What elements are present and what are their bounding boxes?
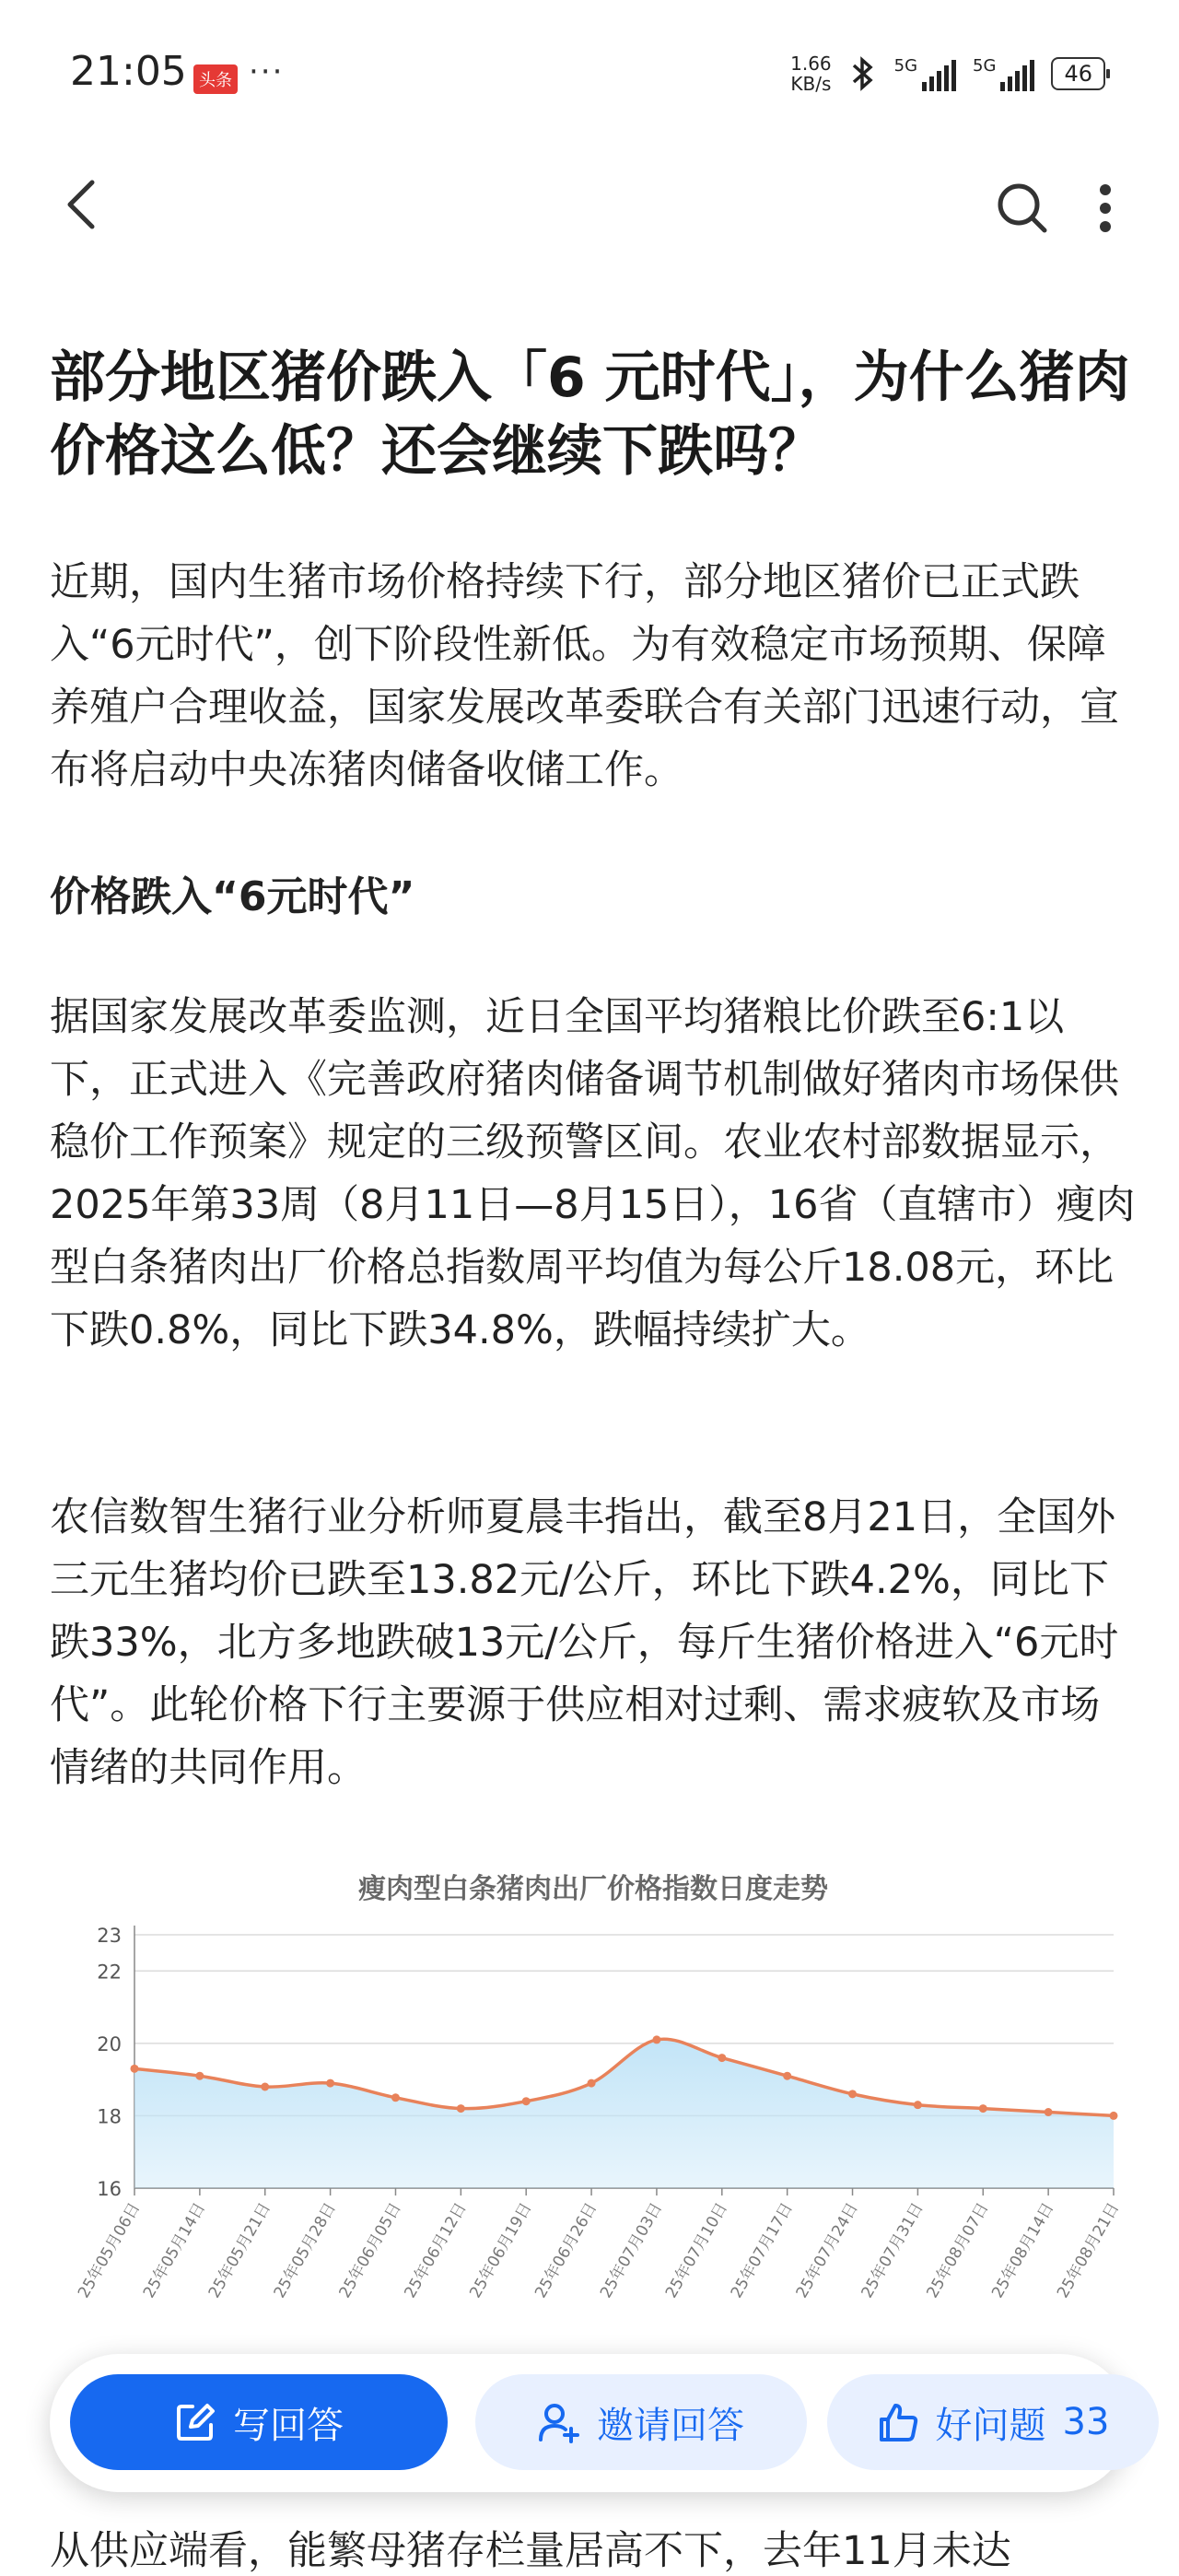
chart-title: 瘦肉型白条猪肉出厂价格指数日度走势 xyxy=(358,1873,828,1905)
x-tick-label: 25年06月26日 xyxy=(531,2199,601,2301)
y-tick-label: 20 xyxy=(97,2032,122,2055)
invite-answer-label: 邀请回答 xyxy=(597,2404,744,2447)
price-index-chart xyxy=(50,1847,1137,2326)
data-point xyxy=(1110,2112,1118,2120)
x-tick-label: 25年08月07日 xyxy=(923,2199,993,2301)
signal-1-icon xyxy=(894,56,956,91)
status-right xyxy=(790,53,1105,94)
article-paragraph-1: 近期，国内生猪市场价格持续下行，部分地区猪价已正式跌入“6元时代”，创下阶段性新低。为有效稳定市场预期、保障养殖户合理收益，国家发展改革委联合有关部门迅速行动，宣布将启动中央冻猪肉储备收储工作。 xyxy=(50,559,1119,793)
x-tick-label: 25年05月28日 xyxy=(270,2199,340,2301)
action-bar xyxy=(50,2354,1129,2492)
invite-answer-button[interactable] xyxy=(475,2374,807,2470)
data-point xyxy=(718,2054,726,2062)
series-area xyxy=(134,2039,1114,2188)
data-point xyxy=(261,2083,269,2091)
write-answer-button[interactable] xyxy=(70,2374,448,2470)
x-tick-label: 25年07月03日 xyxy=(596,2199,667,2301)
signal-1-label: 5G xyxy=(893,56,918,76)
y-tick-label: 18 xyxy=(97,2105,122,2128)
article-paragraph-2: 据国家发展改革委监测，近日全国平均猪粮比价跌至6:1以下，正式进入《完善政府猪肉储备调节机制做好猪肉市场保供稳价工作预案》规定的三级预警区间。农业农村部数据显示，2025年第33周（8月11日—8月15日），16省（直辖市）瘦肉型白条猪肉出厂价格总指数周平均值为每公斤18.08元，环比下跌0.8%，同比下跌34.8%，跌幅持续扩大。 xyxy=(50,994,1136,1353)
search-icon[interactable] xyxy=(995,181,1050,236)
status-bar xyxy=(0,0,1179,157)
x-tick-label: 25年05月06日 xyxy=(75,2199,145,2301)
data-point xyxy=(1045,2108,1053,2116)
data-point xyxy=(195,2072,204,2080)
section-heading: 价格跌入“6元时代” xyxy=(50,873,415,920)
back-icon[interactable] xyxy=(55,177,111,232)
article-title: 部分地区猪价跌入「6 元时代」，为什么猪肉价格这么低？还会继续下跌吗？ xyxy=(50,345,1130,484)
chart-svg xyxy=(50,1847,1137,2326)
x-tick-label: 25年05月21日 xyxy=(204,2199,275,2301)
article-paragraph-3: 农信数智生猪行业分析师夏晨丰指出，截至8月21日，全国外三元生猪均价已跌至13.82元/公斤，环比下跌4.2%，同比下跌33%，北方多地跌破13元/公斤，每斤生猪价格进入“6元时代”。此轮价格下行主要源于供应相对过剩、需求疲软及市场情绪的共同作用。 xyxy=(50,1494,1119,1791)
x-tick-label: 25年07月31日 xyxy=(858,2199,928,2301)
x-tick-label: 25年06月05日 xyxy=(335,2199,405,2301)
x-tick-label: 25年06月12日 xyxy=(401,2199,471,2301)
data-point xyxy=(914,2101,922,2109)
network-speed-unit: KB/s xyxy=(790,73,832,95)
y-tick-label: 22 xyxy=(97,1961,122,1984)
good-question-button[interactable] xyxy=(827,2374,1159,2470)
data-point xyxy=(979,2104,987,2113)
nav-bar xyxy=(0,157,1179,258)
more-notifications-icon: ··· xyxy=(249,53,285,90)
x-tick-label: 25年07月17日 xyxy=(727,2199,797,2301)
data-point xyxy=(457,2104,465,2113)
y-tick-label: 23 xyxy=(97,1925,122,1947)
write-answer-label: 写回答 xyxy=(233,2404,344,2447)
x-tick-label: 25年05月14日 xyxy=(139,2199,210,2301)
x-tick-label: 25年08月14日 xyxy=(988,2199,1058,2301)
data-point xyxy=(131,2065,139,2073)
y-tick-label: 16 xyxy=(97,2178,122,2200)
bluetooth-icon xyxy=(848,55,878,92)
edit-icon xyxy=(174,2401,216,2443)
good-question-label: 好问题 xyxy=(935,2404,1046,2447)
x-tick-label: 25年07月24日 xyxy=(792,2199,862,2301)
x-tick-label: 25年08月21日 xyxy=(1054,2199,1124,2301)
data-point xyxy=(391,2093,400,2102)
article-paragraph-4: 从供应端看，能繁母猪存栏量居高不下，去年11月未达 xyxy=(50,2528,1011,2574)
data-point xyxy=(848,2090,857,2098)
status-time: 21:05 xyxy=(70,48,187,95)
data-point xyxy=(588,2079,596,2088)
thumbs-up-icon xyxy=(877,2401,919,2443)
x-tick-label: 25年06月19日 xyxy=(466,2199,536,2301)
more-options-icon[interactable] xyxy=(1087,181,1124,236)
network-speed xyxy=(790,53,832,94)
x-tick-label: 25年07月10日 xyxy=(661,2199,732,2301)
data-point xyxy=(522,2097,531,2105)
data-point xyxy=(783,2072,791,2080)
battery-icon xyxy=(1051,57,1105,90)
battery-level: 46 xyxy=(1064,61,1092,87)
good-question-count: 33 xyxy=(1062,2401,1110,2443)
toutiao-badge: 头条 xyxy=(193,64,238,94)
signal-2-label: 5G xyxy=(973,56,997,76)
invite-user-icon xyxy=(538,2401,580,2443)
data-point xyxy=(652,2035,660,2043)
data-point xyxy=(326,2079,334,2088)
signal-2-icon xyxy=(973,56,1034,91)
network-speed-value: 1.66 xyxy=(790,53,832,75)
